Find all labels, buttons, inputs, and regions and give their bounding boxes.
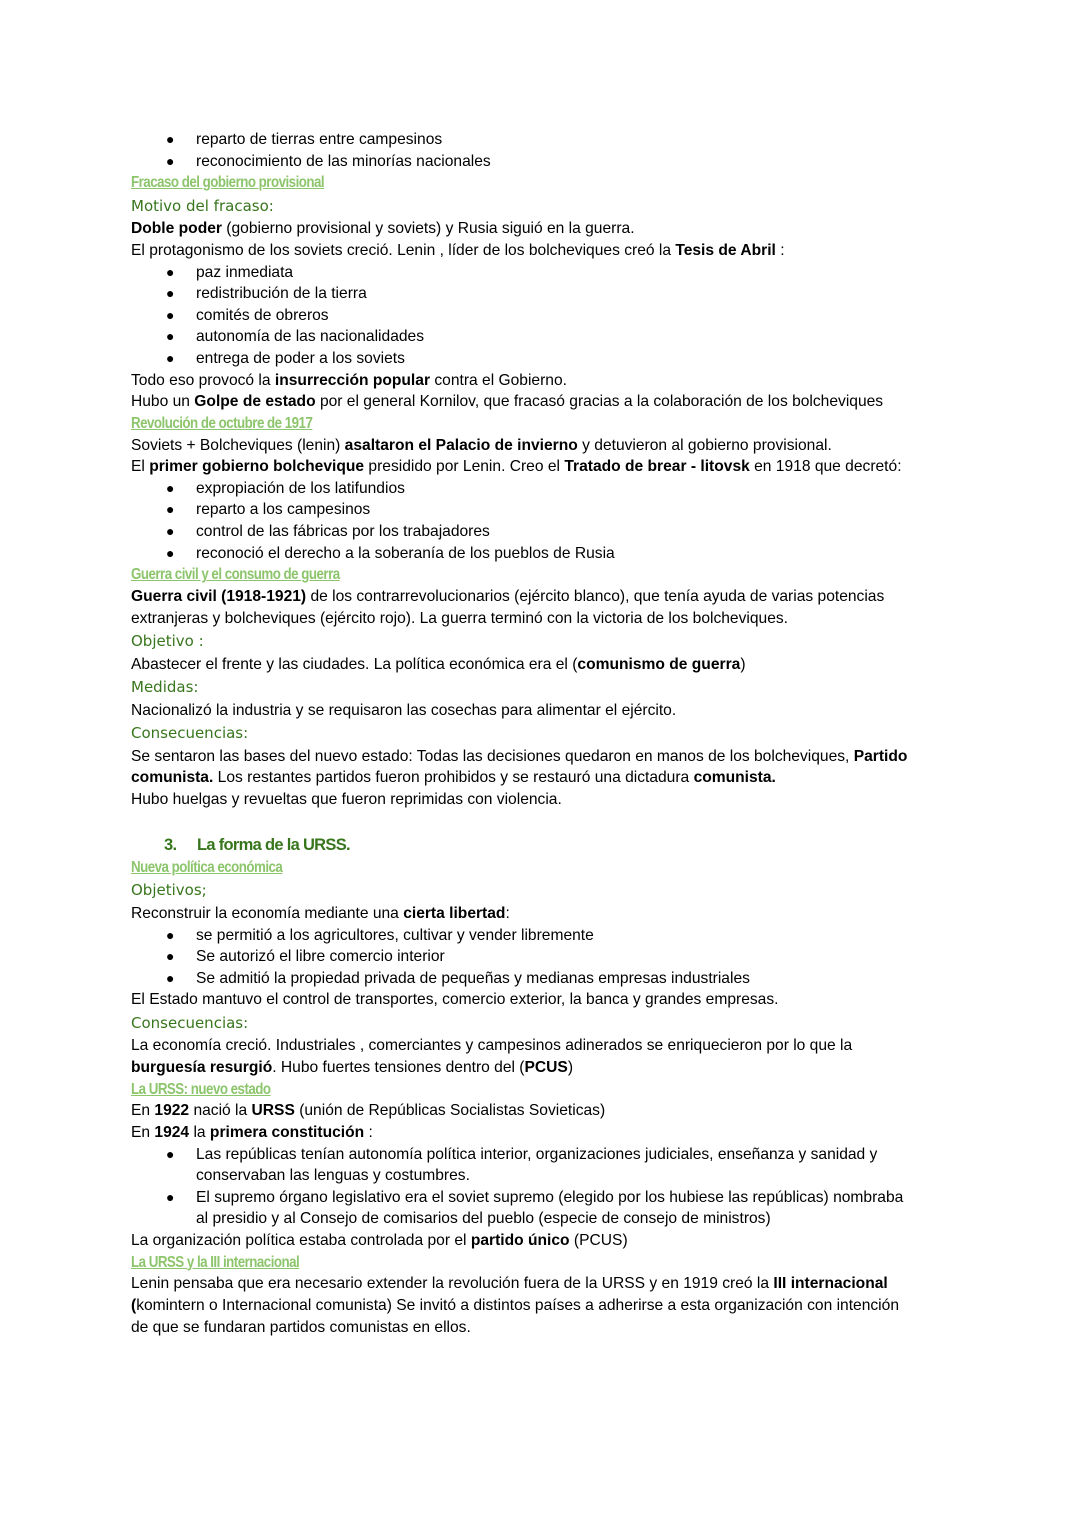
text-run: extranjeras y bolcheviques (ejército rojo). La guerra terminó con la victoria de los bolcheviques. bbox=[131, 609, 789, 627]
bullet-icon: ● bbox=[166, 306, 175, 323]
text-run: contra el Gobierno. bbox=[430, 371, 567, 389]
text-line bbox=[131, 218, 961, 240]
text-run: reparto de tierras entre campesinos bbox=[196, 131, 443, 148]
bold-text: 1924 bbox=[154, 1123, 190, 1141]
bullet-item bbox=[131, 925, 961, 947]
text-line bbox=[131, 675, 961, 699]
text-line bbox=[131, 1079, 845, 1101]
bullet-item bbox=[131, 946, 961, 968]
bullet-icon: ● bbox=[166, 1188, 175, 1205]
text-run: En bbox=[131, 1102, 155, 1120]
text-run: Nacionalizó la industria y se requisaron las cosechas para alimentar el ejército. bbox=[131, 701, 677, 719]
text-line bbox=[131, 989, 961, 1011]
text-run: : bbox=[775, 242, 785, 260]
text-run: Hubo huelgas y revueltas que fueron reprimidas con violencia. bbox=[131, 791, 562, 809]
bullet-item bbox=[131, 151, 961, 173]
bullet-icon: ● bbox=[166, 285, 175, 302]
text-line bbox=[131, 700, 961, 722]
bullet-item bbox=[131, 478, 961, 500]
text-line bbox=[131, 391, 961, 413]
text-run: ) bbox=[567, 1059, 574, 1076]
paragraph bbox=[131, 700, 961, 722]
text-run: entrega de poder a los soviets bbox=[196, 350, 405, 368]
text-run: La organización política estaba controlada por el bbox=[131, 1231, 471, 1249]
text-line bbox=[131, 1100, 961, 1122]
text-run: Soviets + Bolcheviques (lenin) bbox=[131, 436, 345, 454]
text-run: Motivo del fracaso: bbox=[131, 196, 274, 215]
bold-text: comunista. bbox=[693, 769, 776, 787]
text-run: El supremo órgano legislativo era el soviet supremo (elegido por los hubiese las repúblicas) nombraba bbox=[196, 1188, 904, 1206]
text-line bbox=[131, 1252, 845, 1274]
bullet-icon: ● bbox=[166, 969, 175, 986]
text-run: Consecuencias: bbox=[131, 1013, 249, 1032]
subheading bbox=[131, 194, 961, 218]
bold-text: III internacional bbox=[773, 1275, 888, 1293]
text-run: se permitió a los agricultores, cultivar y vender libremente bbox=[196, 926, 594, 944]
text-run: Reconstruir la economía mediante una bbox=[131, 904, 404, 922]
text-line bbox=[131, 1035, 961, 1057]
text-run: autonomía de las nacionalidades bbox=[196, 328, 425, 346]
text-run: control de las fábricas por los trabajadores bbox=[196, 523, 490, 540]
text-line bbox=[131, 789, 961, 811]
text-line bbox=[131, 1122, 961, 1144]
text-run: de los contrarrevolucionarios (ejército blanco), que tenía ayuda de varias potencias bbox=[306, 587, 885, 605]
bold-text: insurrección popular bbox=[274, 371, 431, 389]
text-run: Se admitió la propiedad privada de pequeñas y medianas empresas industriales bbox=[196, 969, 750, 987]
paragraph bbox=[131, 1100, 961, 1143]
bullet-item bbox=[131, 348, 961, 370]
text-line bbox=[131, 283, 961, 305]
bold-text: comunista. bbox=[131, 769, 214, 787]
text-run: paz inmediata bbox=[196, 263, 294, 281]
bold-text: Golpe de estado bbox=[194, 393, 316, 411]
text-run: redistribución de la tierra bbox=[196, 285, 367, 303]
text-line bbox=[131, 1230, 961, 1252]
subheading bbox=[131, 878, 961, 902]
bullet-item bbox=[131, 543, 961, 565]
text-run: nació la bbox=[189, 1102, 252, 1120]
text-run: Nueva política económica bbox=[131, 858, 283, 876]
text-run: reparto a los campesinos bbox=[196, 501, 371, 519]
text-line bbox=[131, 326, 961, 348]
bullet-item bbox=[131, 283, 961, 305]
text-run: Objetivos; bbox=[131, 881, 207, 900]
text-line bbox=[131, 478, 961, 500]
bold-text: comunismo de guerra bbox=[577, 655, 741, 673]
text-line bbox=[131, 129, 961, 151]
text-line bbox=[131, 629, 961, 653]
text-line bbox=[131, 878, 961, 902]
text-run: Fracaso del gobierno provisional bbox=[131, 174, 325, 192]
numbered-heading bbox=[131, 833, 961, 857]
text-line bbox=[131, 499, 961, 521]
text-run: La URSS: nuevo estado bbox=[131, 1080, 271, 1098]
bold-text: Tesis de Abril bbox=[675, 242, 776, 260]
text-line bbox=[131, 194, 961, 218]
text-line bbox=[131, 151, 961, 173]
paragraph bbox=[131, 654, 961, 676]
text-run: en 1918 que decretó: bbox=[749, 458, 902, 476]
text-line bbox=[131, 521, 961, 543]
bold-text: primer gobierno bolchevique bbox=[149, 458, 365, 476]
text-run: la bbox=[189, 1123, 210, 1141]
bold-text: Doble poder bbox=[131, 220, 222, 238]
text-run: conservaban las lenguas y costumbres. bbox=[196, 1167, 470, 1185]
text-line bbox=[131, 240, 961, 262]
bullet-icon: ● bbox=[166, 263, 175, 280]
subheading bbox=[131, 1011, 961, 1035]
text-run: La forma de la URSS. bbox=[197, 835, 350, 854]
text-run: por el general Kornilov, que fracasó gracias a la colaboración de los bolcheviques bbox=[315, 393, 884, 411]
text-line bbox=[131, 1317, 961, 1339]
bullet-item bbox=[131, 262, 961, 284]
text-line bbox=[131, 1208, 961, 1230]
text-line bbox=[131, 370, 961, 392]
bullet-item bbox=[131, 305, 961, 327]
text-line bbox=[131, 586, 961, 608]
text-line bbox=[131, 435, 961, 457]
section-heading bbox=[131, 172, 961, 194]
text-line bbox=[131, 767, 961, 789]
text-run: : bbox=[364, 1123, 373, 1141]
bullet-item bbox=[131, 326, 961, 348]
text-line bbox=[131, 654, 961, 676]
bold-text: Guerra civil (1918-1921) bbox=[131, 587, 307, 605]
text-run: La URSS y la III internacional bbox=[131, 1253, 300, 1271]
text-run: Consecuencias: bbox=[131, 724, 249, 743]
bullet-icon: ● bbox=[166, 350, 175, 367]
text-run: Medidas: bbox=[131, 678, 199, 697]
text-line bbox=[131, 305, 961, 327]
text-run: Revolución de octubre de 1917 bbox=[131, 414, 313, 432]
bold-text: PCUS bbox=[524, 1059, 568, 1076]
section-heading bbox=[131, 413, 961, 435]
bullet-icon: ● bbox=[166, 523, 175, 539]
text-run: (unión de Repúblicas Socialistas Sovieticas) bbox=[294, 1102, 606, 1120]
bullet-item bbox=[131, 968, 961, 990]
text-run: Guerra civil y el consumo de guerra bbox=[131, 566, 340, 584]
text-run: Los restantes partidos fueron prohibidos y se restauró una dictadura bbox=[213, 769, 694, 787]
text-run: al presidio y al Consejo de comisarios del pueblo (especie de consejo de ministros) bbox=[196, 1210, 771, 1228]
bullet-item bbox=[131, 499, 961, 521]
paragraph bbox=[131, 1230, 961, 1252]
heading-number: 3. bbox=[164, 835, 177, 854]
bullet-icon: ● bbox=[166, 1145, 175, 1162]
text-line bbox=[131, 746, 961, 768]
paragraph bbox=[131, 1273, 961, 1338]
bullet-icon: ● bbox=[166, 544, 175, 561]
text-run: En bbox=[131, 1123, 155, 1141]
section-heading bbox=[131, 564, 961, 586]
text-line bbox=[131, 456, 961, 478]
document-page bbox=[131, 129, 961, 1338]
text-run: Las repúblicas tenían autonomía política interior, organizaciones judiciales, enseñanza y sanidad y bbox=[196, 1145, 878, 1163]
text-run: La economía creció. Industriales , comerciantes y campesinos adinerados se enriquecieron por lo que la bbox=[131, 1037, 853, 1055]
section-heading bbox=[131, 1079, 961, 1101]
text-run: El protagonismo de los soviets creció. Lenin , líder de los bolcheviques creó la bbox=[131, 242, 676, 260]
text-line bbox=[131, 543, 961, 565]
bullet-icon: ● bbox=[166, 152, 175, 169]
text-line bbox=[131, 833, 961, 857]
paragraph bbox=[131, 1035, 961, 1078]
text-line bbox=[131, 903, 961, 925]
bullet-icon: ● bbox=[166, 926, 175, 943]
paragraph bbox=[131, 903, 961, 925]
subheading bbox=[131, 675, 961, 699]
text-line bbox=[131, 262, 961, 284]
bullet-icon: ● bbox=[166, 479, 175, 496]
section-heading bbox=[131, 857, 961, 879]
bullet-item bbox=[131, 129, 961, 151]
text-line bbox=[131, 1144, 961, 1166]
paragraph bbox=[131, 218, 961, 261]
text-line bbox=[131, 413, 845, 435]
bullet-item bbox=[131, 521, 961, 543]
paragraph bbox=[131, 989, 961, 1011]
text-run: Se sentaron las bases del nuevo estado: Todas las decisiones quedaron en manos de los bolcheviques, bbox=[131, 747, 854, 765]
bold-text: 1922 bbox=[154, 1102, 190, 1120]
text-run: : bbox=[505, 904, 510, 922]
text-run: El Estado mantuvo el control de transportes, comercio exterior, la banca y grandes empresas. bbox=[131, 991, 779, 1009]
bold-text: burguesía resurgió bbox=[131, 1059, 273, 1076]
text-run: . Hubo fuertes tensiones dentro del ( bbox=[272, 1059, 525, 1076]
text-line bbox=[131, 608, 961, 630]
text-run: (PCUS) bbox=[569, 1231, 628, 1249]
bold-text: URSS bbox=[251, 1102, 295, 1120]
bold-text: cierta libertad bbox=[403, 904, 506, 922]
bold-text: Partido bbox=[853, 747, 908, 765]
text-line bbox=[131, 348, 961, 370]
text-run: (gobierno provisional y soviets) y Rusia siguió en la guerra. bbox=[221, 220, 635, 238]
subheading bbox=[131, 721, 961, 745]
bold-text: asaltaron el Palacio de invierno bbox=[344, 436, 578, 454]
text-run: y detuvieron al gobierno provisional. bbox=[577, 436, 832, 454]
text-run: reconocimiento de las minorías nacionales bbox=[196, 152, 491, 170]
section-heading bbox=[131, 1252, 961, 1274]
text-line bbox=[131, 172, 845, 194]
text-run: Todo eso provocó la bbox=[131, 371, 275, 389]
bullet-item bbox=[131, 1144, 961, 1187]
paragraph bbox=[131, 435, 961, 478]
text-run: de que se fundaran partidos comunistas en ellos. bbox=[131, 1318, 471, 1336]
text-line bbox=[131, 564, 845, 586]
text-line bbox=[131, 1273, 961, 1295]
text-line bbox=[131, 1165, 961, 1187]
text-run: ) bbox=[740, 655, 746, 673]
text-line bbox=[131, 1057, 961, 1079]
text-run: Lenin pensaba que era necesario extender la revolución fuera de la URSS y en 1919 creó la bbox=[131, 1275, 774, 1293]
text-run: expropiación de los latifundios bbox=[196, 479, 405, 497]
text-line bbox=[131, 925, 961, 947]
bold-text: primera constitución bbox=[209, 1123, 365, 1141]
bold-text: Tratado de brear - litovsk bbox=[564, 458, 750, 476]
text-run: Objetivo : bbox=[131, 632, 204, 651]
text-line bbox=[131, 721, 961, 745]
bullet-icon: ● bbox=[166, 501, 175, 518]
spacer bbox=[131, 811, 961, 833]
paragraph bbox=[131, 370, 961, 413]
bullet-icon: ● bbox=[166, 948, 175, 965]
bullet-item bbox=[131, 1187, 961, 1230]
text-line bbox=[131, 1187, 961, 1209]
bold-text: partido único bbox=[470, 1231, 570, 1249]
text-run: presidido por Lenin. Creo el bbox=[364, 458, 565, 476]
paragraph bbox=[131, 586, 961, 629]
text-run: comités de obreros bbox=[196, 306, 329, 324]
subheading bbox=[131, 629, 961, 653]
text-run: Abastecer el frente y las ciudades. La política económica era el ( bbox=[131, 655, 578, 673]
paragraph bbox=[131, 746, 961, 811]
text-line bbox=[131, 1295, 961, 1317]
text-line bbox=[131, 968, 961, 990]
bold-text: ( bbox=[131, 1296, 137, 1314]
bullet-icon: ● bbox=[166, 131, 175, 147]
text-run: El bbox=[131, 458, 150, 476]
bullet-icon: ● bbox=[166, 328, 175, 345]
text-run: reconoció el derecho a la soberanía de los pueblos de Rusia bbox=[196, 544, 615, 562]
text-run: Se autorizó el libre comercio interior bbox=[196, 948, 445, 966]
text-line bbox=[131, 857, 845, 879]
text-run: komintern o Internacional comunista) Se invitó a distintos países a adherirse a esta organización con intención bbox=[136, 1296, 899, 1314]
text-run: Hubo un bbox=[131, 393, 195, 411]
text-line bbox=[131, 946, 961, 968]
text-line bbox=[131, 1011, 961, 1035]
